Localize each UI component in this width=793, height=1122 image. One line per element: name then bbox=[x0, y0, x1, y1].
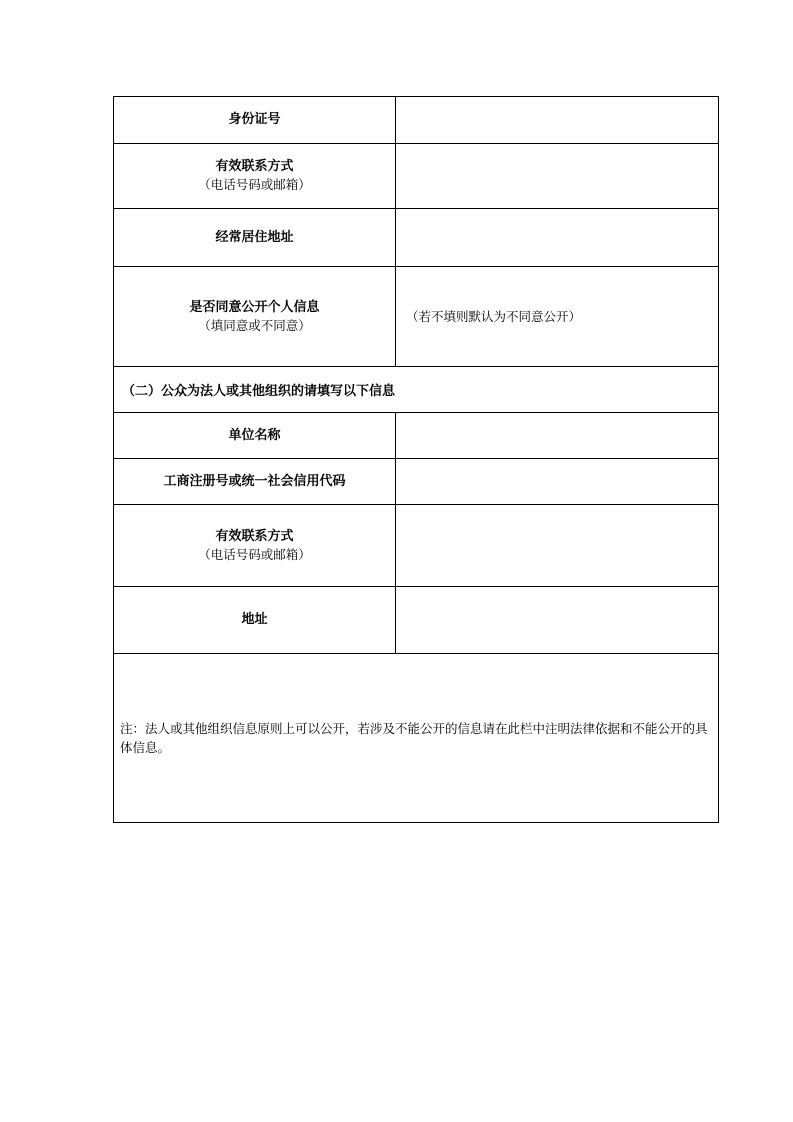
org-contact-label: 有效联系方式 bbox=[215, 528, 294, 544]
consent-hint: （填同意或不同意） bbox=[198, 317, 311, 333]
organization-section-title: （二）公众为法人或其他组织的请填写以下信息 bbox=[114, 367, 719, 413]
row-id-number bbox=[114, 97, 719, 144]
row-consent bbox=[114, 267, 719, 367]
org-name-field[interactable] bbox=[396, 413, 719, 459]
org-name-label: 单位名称 bbox=[228, 427, 281, 443]
row-org-name bbox=[114, 413, 719, 459]
personal-address-field[interactable] bbox=[396, 209, 719, 267]
row-org-note bbox=[114, 654, 719, 823]
id-number-field[interactable] bbox=[396, 97, 719, 144]
row-section-organization bbox=[114, 367, 719, 413]
org-contact-field[interactable] bbox=[396, 505, 719, 587]
row-org-address bbox=[114, 587, 719, 654]
org-address-label-cell bbox=[114, 587, 396, 654]
org-address-field[interactable] bbox=[396, 587, 719, 654]
info-form-table bbox=[113, 96, 719, 823]
personal-address-label-cell bbox=[114, 209, 396, 267]
id-number-label-cell bbox=[114, 97, 396, 144]
row-personal-address bbox=[114, 209, 719, 267]
org-reg-code-label-cell bbox=[114, 459, 396, 505]
org-contact-label-cell bbox=[114, 505, 396, 587]
personal-address-label: 经常居住地址 bbox=[215, 229, 294, 245]
consent-label: 是否同意公开个人信息 bbox=[189, 299, 320, 315]
personal-contact-field[interactable] bbox=[396, 144, 719, 209]
row-personal-contact bbox=[114, 144, 719, 209]
org-address-label: 地址 bbox=[241, 612, 268, 627]
consent-field[interactable]: （若不填则默认为不同意公开） bbox=[396, 267, 719, 367]
org-contact-hint: （电话号码或邮箱） bbox=[198, 546, 311, 562]
personal-contact-label: 有效联系方式 bbox=[215, 159, 294, 174]
org-name-label-cell bbox=[114, 413, 396, 459]
row-org-reg-code bbox=[114, 459, 719, 505]
consent-label-cell bbox=[114, 267, 396, 367]
row-org-contact bbox=[114, 505, 719, 587]
id-number-label: 身份证号 bbox=[228, 112, 281, 127]
org-note-field[interactable]: 注：法人或其他组织信息原则上可以公开，若涉及不能公开的信息请在此栏中注明法律依据和不能公开的具体信息。 bbox=[114, 654, 719, 823]
personal-contact-label-cell bbox=[114, 144, 396, 209]
personal-contact-hint: （电话号码或邮箱） bbox=[198, 177, 311, 192]
org-reg-code-label: 工商注册号或统一社会信用代码 bbox=[163, 473, 346, 489]
org-reg-code-field[interactable] bbox=[396, 459, 719, 505]
